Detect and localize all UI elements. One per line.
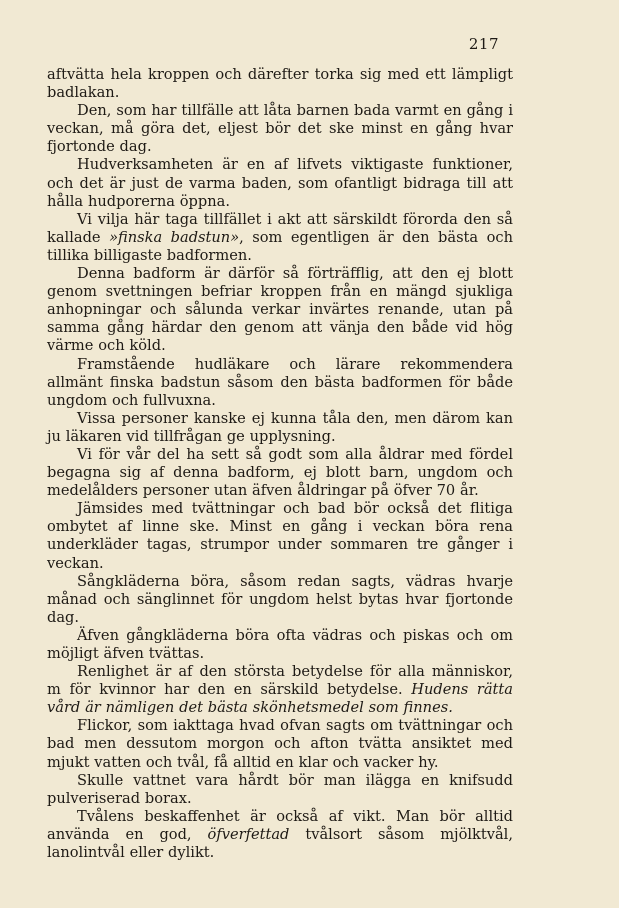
paragraph-text: Renlighet är af den största betydelse för alla människor, m för kvinnor har den en särskild betydelse. <box>47 663 513 699</box>
body-text <box>47 66 513 862</box>
page-number: 217 <box>468 35 499 53</box>
paragraph <box>47 808 513 862</box>
italic-term: »finska badstun» <box>109 228 240 246</box>
paragraph: Hudverksamheten är en af lifvets viktigaste funktioner, och det är just de varma baden, som ofantligt bidraga till att hålla hudporerna öppna. <box>47 156 513 210</box>
paragraph-text: Vi vilja här taga tillfället i akt att särskildt förorda den så kallade <box>47 210 513 246</box>
paragraph-text: Tvålens beskaffenhet är också af vikt. Man bör alltid använda en god, <box>47 807 513 843</box>
paragraph-text: , som egentligen är den bästa och tillika billigaste badformen. <box>47 228 513 264</box>
italic-term: öfverfettad <box>207 825 290 843</box>
paragraph: Sångkläderna böra, såsom redan sagts, vädras hvarje månad och sänglinnet för ungdom helst bytas hvar fjortonde dag. <box>47 572 513 626</box>
paragraph: Äfven gångkläderna böra ofta vädras och piskas och om möjligt äfven tvättas. <box>47 626 513 662</box>
paragraph: Flickor, som iakttaga hvad ofvan sagts om tvättningar och bad men dessutom morgon och afton tvätta ansiktet med mjukt vatten och tvål, få alltid en klar och vacker hy. <box>47 717 513 771</box>
paragraph <box>47 211 513 265</box>
paragraph <box>47 663 513 717</box>
italic-sentence: Hudens rätta vård är nämligen det bästa skönhetsmedel som finnes. <box>47 681 513 717</box>
paragraph: Vissa personer kanske ej kunna tåla den, men därom kan ju läkaren vid tillfrågan ge upplysning. <box>47 409 513 445</box>
paragraph: Jämsides med tvättningar och bad bör också det flitiga ombytet af linne ske. Minst en gång i veckan böra rena underkläder tagas, strumpor under sommaren tre gånger i veckan. <box>47 500 513 572</box>
paragraph: Denna badform är därför så förträfflig, att den ej blott genom svettningen befriar kroppen från en mängd sjukliga anhopningar och sålunda verkar invärtes renande, utan på samma gång härdar den genom att vänja den både vid hög värme och köld. <box>47 265 513 355</box>
paragraph: Framstående hudläkare och lärare rekommendera allmänt finska badstun såsom den bästa badformen för både ungdom och fullvuxna. <box>47 355 513 409</box>
paragraph: Vi för vår del ha sett så godt som alla åldrar med fördel begagna sig af denna badform, ej blott barn, ungdom och medelålders personer utan äfven åldringar på öfver 70 år. <box>47 445 513 500</box>
paragraph-text: tvålsort såsom mjölktvål, lanolintvål eller dylikt. <box>47 825 513 862</box>
paragraph: Skulle vattnet vara hårdt bör man ilägga en knifsudd pulveriserad borax. <box>47 771 513 807</box>
paragraph: aftvätta hela kroppen och därefter torka sig med ett lämpligt badlakan. <box>47 66 513 102</box>
paragraph: Den, som har tillfälle att låta barnen bada varmt en gång i veckan, må göra det, eljest bör det ske minst en gång hvar fjortonde dag. <box>47 102 513 156</box>
